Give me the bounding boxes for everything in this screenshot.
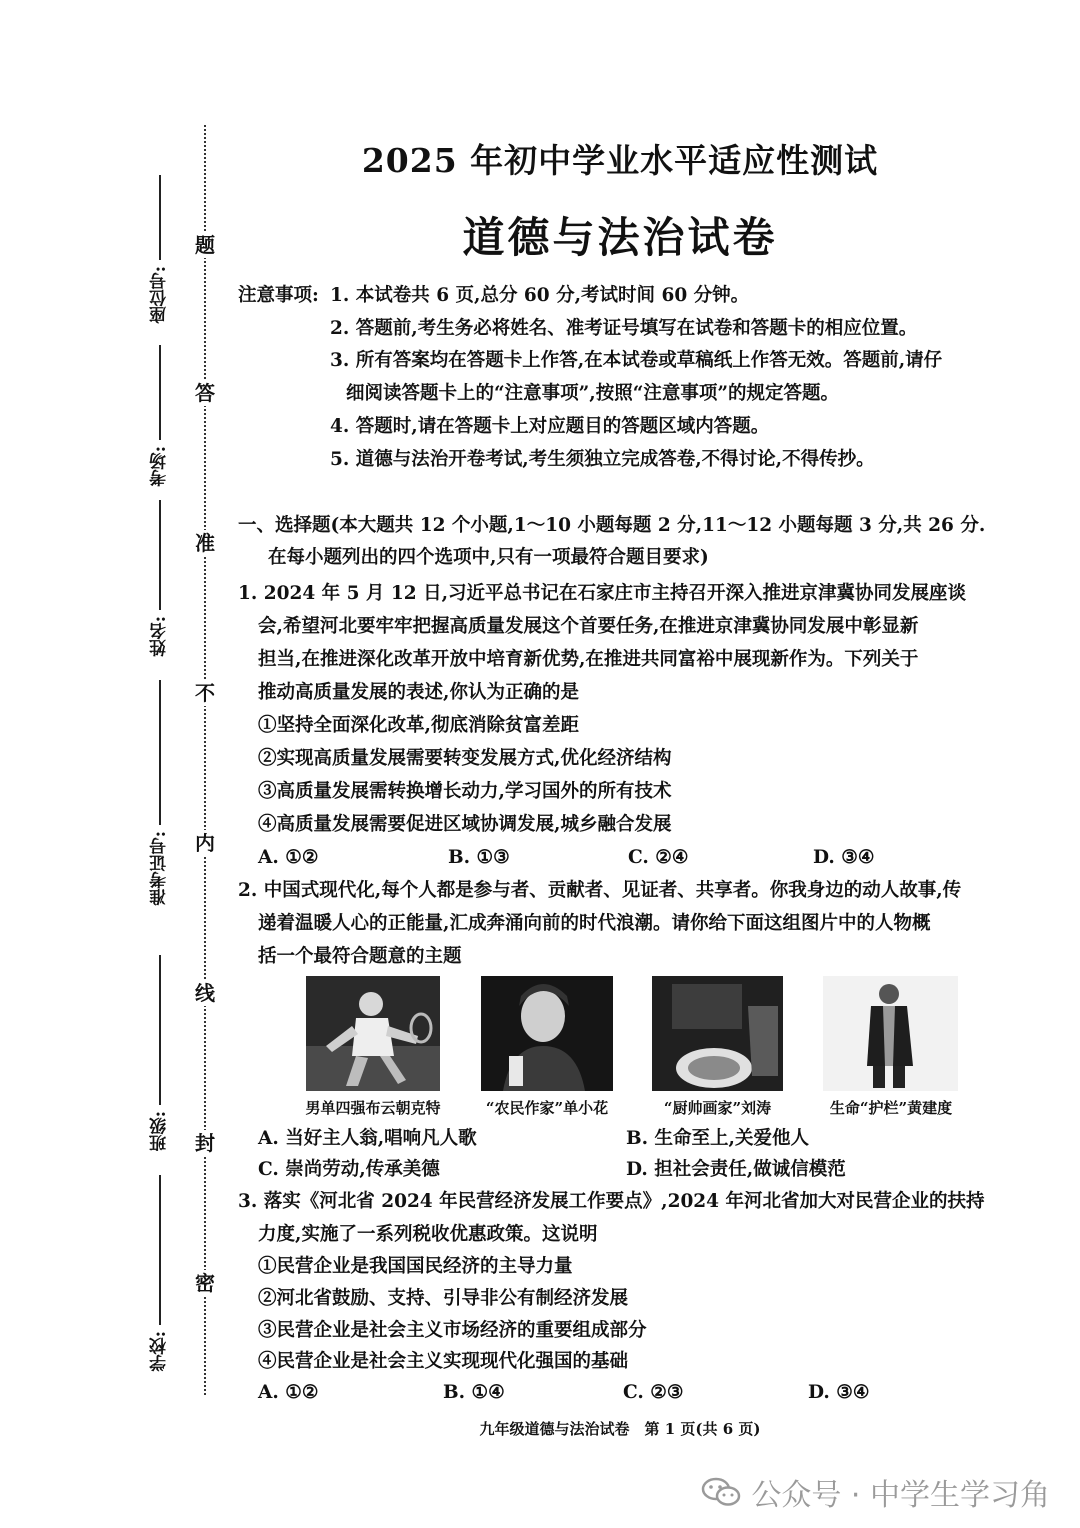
question-1-text: 担当,在推进深化改革开放中培育新优势,在推进共同富裕中展现新作为。下列关于 bbox=[258, 649, 919, 670]
name-field[interactable] bbox=[140, 500, 180, 662]
photo-caption: “农民作家”单小花 bbox=[485, 1099, 609, 1117]
page-footer: 九年级道德与法治试卷 第 1 页(共 6 页) bbox=[479, 1420, 761, 1438]
option-d[interactable]: D. 担社会责任,做诚信模范 bbox=[626, 1159, 846, 1180]
notice-item: 3. 所有答案均在答题卡上作答,在本试卷或草稿纸上作答无效。答题前,请仔 bbox=[330, 350, 943, 371]
notice-label: 注意事项: bbox=[238, 285, 319, 306]
seat-number-field[interactable] bbox=[140, 175, 180, 329]
photo-caption: 生命“护栏”黄建度 bbox=[829, 1099, 953, 1117]
question-3-statement: ②河北省鼓励、支持、引导非公有制经济发展 bbox=[258, 1288, 629, 1309]
option-d[interactable]: D. ③④ bbox=[813, 847, 875, 868]
farmer-writer-photo bbox=[481, 976, 613, 1091]
notice-item: 4. 答题时,请在答题卡上对应题目的答题区域内答题。 bbox=[330, 416, 770, 437]
section-subheading: 在每小题列出的四个选项中,只有一项最符合题目要求) bbox=[268, 547, 709, 568]
exam-room-field[interactable] bbox=[140, 345, 180, 492]
school-label: 学校: bbox=[150, 1331, 170, 1372]
option-a[interactable]: A. ①② bbox=[258, 847, 319, 868]
question-2-options-row2 bbox=[258, 1155, 998, 1185]
binding-char: 答 bbox=[192, 380, 218, 406]
admission-number-field[interactable] bbox=[140, 680, 180, 911]
binding-char: 线 bbox=[192, 980, 218, 1006]
binding-char: 准 bbox=[192, 530, 218, 556]
notice-item: 5. 道德与法治开卷考试,考生须独立完成答卷,不得讨论,不得传抄。 bbox=[330, 449, 875, 470]
subject-title: 道德与法治试卷 bbox=[462, 213, 778, 262]
notice-item: 1. 本试卷共 6 页,总分 60 分,考试时间 60 分钟。 bbox=[330, 285, 750, 306]
option-b[interactable]: B. 生命至上,关爱他人 bbox=[626, 1128, 809, 1149]
question-1-options bbox=[258, 843, 998, 873]
option-b[interactable]: B. ①③ bbox=[448, 847, 510, 868]
binding-char: 题 bbox=[192, 232, 218, 258]
photo-caption: “厨帅画家”刘涛 bbox=[663, 1099, 772, 1117]
wechat-icon bbox=[701, 1477, 741, 1507]
option-c[interactable]: C. ②③ bbox=[623, 1382, 684, 1403]
question-1-text: 推动高质量发展的表述,你认为正确的是 bbox=[258, 682, 579, 703]
exam-title: 2025 年初中学业水平适应性测试 bbox=[361, 141, 879, 180]
chef-painter-photo bbox=[652, 976, 783, 1091]
question-2-text: 递着温暖人心的正能量,汇成奔涌向前的时代浪潮。请你给下面这组图片中的人物概 bbox=[258, 913, 931, 934]
class-label: 班级: bbox=[150, 1111, 170, 1152]
question-3-text: 力度,实施了一系列税收优惠政策。这说明 bbox=[258, 1224, 598, 1245]
name-label: 姓名: bbox=[150, 616, 170, 657]
option-d[interactable]: D. ③④ bbox=[808, 1382, 870, 1403]
option-a[interactable]: A. 当好主人翁,唱响凡人歌 bbox=[258, 1128, 477, 1149]
question-1-statement: ①坚持全面深化改革,彻底消除贫富差距 bbox=[258, 715, 579, 736]
photo-caption: 男单四强布云朝克特 bbox=[305, 1099, 441, 1117]
class-field[interactable] bbox=[140, 955, 180, 1157]
question-3-text: 3. 落实《河北省 2024 年民营经济发展工作要点》,2024 年河北省加大对民营企业的扶持 bbox=[238, 1191, 985, 1212]
seat-number-label: 座位号: bbox=[150, 266, 170, 324]
binding-char: 内 bbox=[192, 830, 218, 856]
question-1-statement: ②实现高质量发展需要转变发展方式,优化经济结构 bbox=[258, 748, 672, 769]
watermark bbox=[701, 1470, 1050, 1514]
question-3-statement: ③民营企业是社会主义市场经济的重要组成部分 bbox=[258, 1320, 647, 1341]
binding-char: 封 bbox=[192, 1130, 218, 1156]
question-3-statement: ④民营企业是社会主义实现现代化强国的基础 bbox=[258, 1351, 629, 1372]
binding-char: 不 bbox=[192, 680, 218, 706]
question-1-statement: ④高质量发展需要促进区域协调发展,城乡融合发展 bbox=[258, 814, 672, 835]
binding-char: 密 bbox=[192, 1270, 218, 1296]
notice-item: 细阅读答题卡上的“注意事项”,按照“注意事项”的规定答题。 bbox=[346, 383, 840, 404]
question-2-options-row1 bbox=[258, 1124, 998, 1154]
question-1-text: 会,希望河北要牢牢把握高质量发展这个首要任务,在推进京津冀协同发展中彰显新 bbox=[258, 616, 919, 637]
watermark-text: 公众号 · 中学生学习角 bbox=[751, 1478, 1050, 1513]
question-1-text: 1. 2024 年 5 月 12 日,习近平总书记在石家庄市主持召开深入推进京津冀协同发展座谈 bbox=[238, 583, 967, 604]
question-3-statement: ①民营企业是我国国民经济的主导力量 bbox=[258, 1256, 573, 1277]
question-3-options bbox=[258, 1378, 998, 1408]
option-c[interactable]: C. 崇尚劳动,传承美德 bbox=[258, 1159, 440, 1180]
question-1-statement: ③高质量发展需转换增长动力,学习国外的所有技术 bbox=[258, 781, 672, 802]
section-heading: 一、选择题(本大题共 12 个小题,1～10 小题每题 2 分,11～12 小题每题 3 分,共 26 分. bbox=[238, 515, 986, 536]
question-2-text: 括一个最符合题意的主题 bbox=[258, 946, 462, 967]
question-2-text: 2. 中国式现代化,每个人都是参与者、贡献者、见证者、共享者。你我身边的动人故事,传 bbox=[238, 880, 962, 901]
school-field[interactable] bbox=[140, 1175, 180, 1377]
option-c[interactable]: C. ②④ bbox=[628, 847, 689, 868]
exam-room-label: 考场: bbox=[150, 446, 170, 487]
life-guardrail-photo bbox=[823, 976, 958, 1091]
binding-dotted-line bbox=[204, 125, 206, 1395]
option-a[interactable]: A. ①② bbox=[258, 1382, 319, 1403]
notice-item: 2. 答题前,考生务必将姓名、准考证号填写在试卷和答题卡的相应位置。 bbox=[330, 318, 918, 339]
tennis-player-photo bbox=[306, 976, 440, 1091]
admission-number-label: 准考证号: bbox=[150, 831, 170, 906]
option-b[interactable]: B. ①④ bbox=[443, 1382, 505, 1403]
